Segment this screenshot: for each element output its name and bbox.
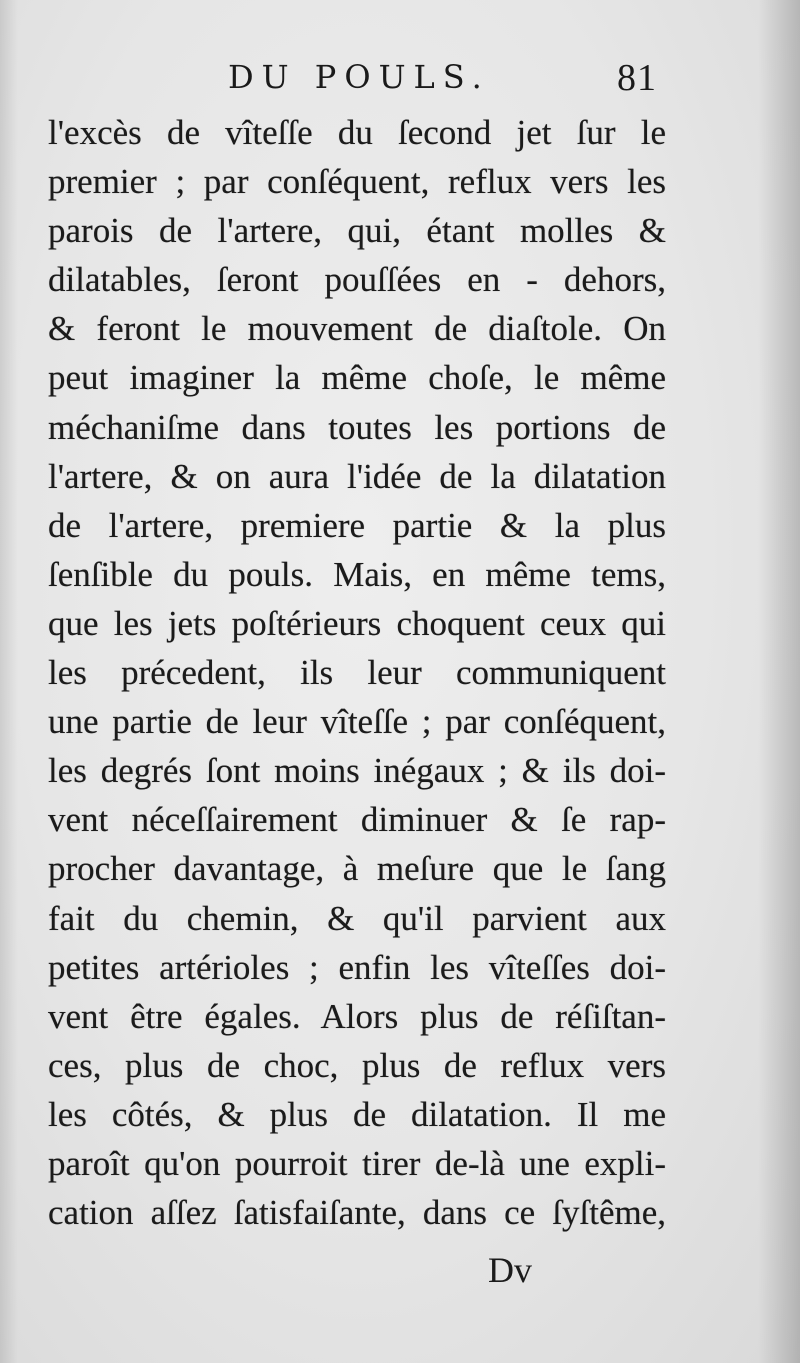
running-head [0,52,800,102]
text-line: vent néceſſairement diminuer & ſe rap- [48,800,666,840]
catchword: Dv [488,1250,532,1290]
text-line: l'artere, & on aura l'idée de la dilatation [48,456,666,496]
text-line: cation aſſez ſatisfaiſante, dans ce ſyſtême, [48,1193,666,1233]
text-line: & feront le mouvement de diaſtole. On [48,309,666,349]
text-line: méchaniſme dans toutes les portions de [48,407,666,447]
running-title: DU POULS. [228,58,490,96]
page-number: 81 [617,57,657,99]
text-line: paroît qu'on pourroit tirer de-là une expli- [48,1143,666,1183]
text-line: une partie de leur vîteſſe ; par conſéquent, [48,702,666,742]
text-line: parois de l'artere, qui, étant molles & [48,211,666,251]
text-line: vent être égales. Alors plus de réſiſtan- [48,996,666,1036]
text-line: ſenſible du pouls. Mais, en même tems, [48,554,666,594]
text-line: petites artérioles ; enfin les vîteſſes doi- [48,947,666,987]
text-line: ces, plus de choc, plus de reflux vers [48,1045,666,1085]
text-line: peut imaginer la même choſe, le même [48,358,666,398]
page-gutter-shadow [758,0,800,1363]
text-line: l'excès de vîteſſe du ſecond jet ſur le [48,113,666,152]
page-left-shadow [0,0,18,1363]
text-line: les précedent, ils leur communiquent [48,653,666,693]
text-line: procher davantage, à meſure que le ſang [48,849,666,889]
text-line: que les jets poſtérieurs choquent ceux qui [48,603,666,643]
body-text [48,108,666,1237]
text-line: dilatables, ſeront pouſſées en - dehors, [48,260,666,300]
text-line: les degrés ſont moins inégaux ; & ils doi- [48,751,666,791]
text-line: les côtés, & plus de dilatation. Il me [48,1094,666,1134]
text-line: de l'artere, premiere partie & la plus [48,505,666,545]
text-line: fait du chemin, & qu'il parvient aux [48,898,666,938]
text-line: premier ; par conſéquent, reflux vers les [48,162,666,202]
